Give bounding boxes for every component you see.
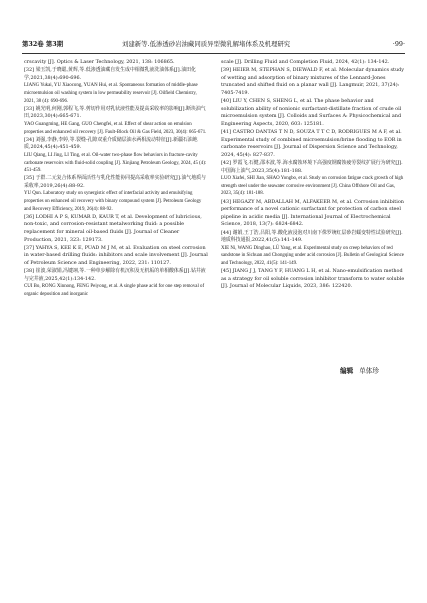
reference-line: scale [J]. Drilling Fluid and Completion Fluid, 2024, 42(1): 134-142. [221,59,390,65]
reference-line: [35] 于群.二元复合体系界面活性与乳化性能协同提高采收率实验研究[J].油气地质与采收率,2019,26(4):88-92. [24,175,206,189]
reference-line: [36] LODHI A P S, KUMAR D, KAUR T, et al. Development of lubricious, non-toxic, and corrosion-resistant metalworking fluid: a possible replacement for mineral oil-based fluids [J]. Journal of Cleaner Production, 2021, 323: 129173. [24,213,202,243]
page-number: ·99· [392,40,405,48]
reference-line: [34] 刘强,李静,李婷,等.裂缝-孔隙双重介质储层油水两相流动特征[J].新疆石油地质,2024,45(4):451-459. [24,136,198,151]
editor-label: 编辑 [340,367,354,375]
reference-entry [24,59,208,67]
reference-entry [24,106,208,136]
reference-entry [221,268,405,291]
reference-entry [24,245,208,268]
reference-line: [44] 谢娟,王丁浩,吕阳,等.酸化液浸泡对川南下侏罗统红层砂岩蠕变特性试验研究[J].地质科技通报,2022,41(5):141-149. [221,229,403,244]
reference-line: CUI Bo, RONG Xinnong, FENG Peiyong, et al. A single phase acid for one step removal of organic deposition and inorganic [24,284,205,297]
reference-line: [32] 梁玉凯,于晓聪,黄辉,等.低渗透油藏自发生成中相微乳液洗油体系[J].油田化学,2021,38(4):690-696. [24,67,196,81]
reference-line: crscavity [J]. Optics & Laser Technology, 2021, 138: 106865. [24,59,175,65]
running-title: 刘建新等.低渗透砂岩油藏同质异型微乳解堵体系及机理研究 [122,40,291,48]
reference-entry [221,199,405,229]
reference-column-left [24,59,208,299]
reference-entry [221,59,405,67]
reference-line: LIU Qiang, LI Jing, LI Ting, et al. Oil-water two-phase flow behaviors in fracture-cavity carbonate reservoirs with fluid-solid coupling [J]. Xinjiang Petroleum Geology, 2024, 45 (4): 451-459. [24,152,207,174]
reference-entry [24,268,208,298]
reference-line: [33] 姚光明,何刚,郭程飞,等.剪切作用对乳状液性能及提高采收率的影响[J].断块油气田,2023,30(4):665-671. [24,105,206,120]
reference-line: LIANG Yukai, YU Xiaocong, YUAN Hui, et al. Spontaneous formation of middle-phase microemulsion oil washing system in low permeability reservoir [J]. Oilfield Chemistry, 2021, 38 (4): 690-696. [24,83,198,104]
reference-line: [39] HEIER M, STEPHAN S, DIEWALD F, et al. Molecular dynamics study of wetting and adsorption of binary mixtures of the Lennard-Jones truncated and shifted fluid on a planar wall [J]. Langmuir, 2021, 37(24): 7405-7419. [221,67,405,96]
reference-entry [24,67,208,105]
reference-line: XIE Ni, WANG Dinghao, LÜ Yang, et al. Experimental study on creep behaviors of red sandstone in Sichuan and Chongqing under acid corrosion [J]. Bulletin of Geological Science and Technology, 2022, 41(5): 141-149. [221,245,404,266]
reference-line: [45] JIANG J J, TANG Y F, HUANG L H, et al. Nano-emulsification method as a strategy for oil soluble corrosion inhibitor transform to water soluble [J]. Journal of Molecular Liquids, 2023, 386: 122420. [221,268,405,290]
reference-line: YU Qun. Laboratory study on synergistic effect of interfacial activity and emulsifying properties on enhanced oil recovery with binary compound system [J]. Petroleum Geology and Recovery Efficiency, 2019, 26(4): 88-92. [24,191,202,212]
reference-entry [24,214,208,244]
reference-column-right [221,59,405,292]
reference-line: YAO Guangming, HE Gang, GUO Chengfei, et al. Effect of shear action on emulsion properties and enhanced oil recovery [J]. Fault-Block Oil & Gas Field, 2023, 30(4): 665-671. [24,121,207,135]
editor-credit [340,365,379,375]
reference-line: [38] 崔波,荣淑娟,冯键翊,等.一种单步解除有机沉积及无机垢的单相酸体系[J].钻井液与完井液,2025,42(1):134-142. [24,268,206,282]
reference-entry [221,129,405,159]
reference-line: [43] HEGAZY M, ABDALLAH M, ALFAKEER M, et al. Corrosion inhibition performance of a novel cationic surfactant for protection of carbon steel pipeline in acidic media [J]. International Journal of Electrochemical Science, 2018, 13(7): 6824-6842. [221,198,404,228]
reference-entry [221,98,405,128]
header-rule [22,53,405,54]
reference-line: LUO Xiafei, SHI Jian, SHAO Yongbo, et al. Study on corrosion fatigue crack growth of high strength steel under the seawater corrosive environment [J]. China Offshore Oil and Gas, 2023, 35(4): 181-188. [221,176,404,197]
reference-entry [24,137,208,175]
reference-entry [221,230,405,268]
page-header [22,36,405,52]
reference-entry [221,160,405,198]
reference-entry [24,175,208,213]
reference-entry [221,67,405,97]
reference-line: [37] YAHYA S, KEE K E, PUAD M J M, et al. Evaluation on steel corrosion in water-based drilling fluids: inhibitors and scale involvement [J]. Journal of Petroleum Science and Engineering, 2022, 231: 110127. [24,244,208,266]
reference-line: [42] 罗霞飞,石健,邵本波,等.海水腐蚀环境下高强度钢腐蚀疲劳裂纹扩展行为研究[J].中国海上油气,2023,35(4):181-188. [221,160,403,174]
reference-line: [40] LIU Y, CHEN S, SHENG L, et al. The phase behavior and solubilization ability of nonionic surfactant-distillate fraction of crude oil microemulsion system [J]. Colloids and Surfaces A: Physicochemical and Engineering Aspects, 2020, 603: 125181. [221,98,402,127]
editor-name: 单体珍 [359,367,379,375]
journal-volume: 第32卷 第3期 [22,40,64,48]
reference-line: [41] CASTRO DANTAS T N D, SOUZA T T C D, RODRIGUES M A F, et al. Experimental study of combined microemulsion/brine flooding to EOR in carbonate reservoirs [J]. Journal of Dispersion Science and Technology, 2024, 45(4): 827-837. [221,129,402,158]
